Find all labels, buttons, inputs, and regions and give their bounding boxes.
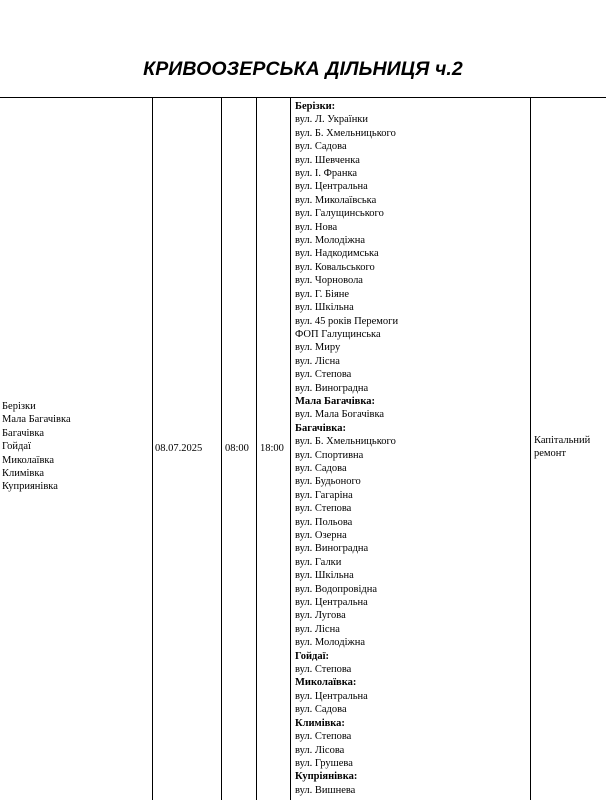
street-item: вул. Б. Хмельницького xyxy=(295,436,396,448)
street-item: вул. Л. Українки xyxy=(295,114,369,126)
street-item: ФОП Галущинська xyxy=(295,328,381,340)
village-heading: Мала Багачівка: xyxy=(295,395,375,407)
street-item: вул. Б. Хмельницького xyxy=(295,127,396,139)
column-divider xyxy=(152,97,153,800)
street-item: вул. Озерна xyxy=(295,530,347,541)
village-heading: Миколаївка: xyxy=(295,677,357,689)
work-type-cell: Капітальний ремонт xyxy=(534,435,591,460)
street-item: вул. Степова xyxy=(295,369,352,381)
table-top-border xyxy=(0,97,606,98)
street-item: вул. Лугова xyxy=(295,610,346,622)
start-time-cell: 08:00 xyxy=(225,443,249,454)
column-divider xyxy=(530,97,531,800)
street-item: вул. Лісна xyxy=(295,623,340,635)
street-item: вул. Шкільна xyxy=(295,570,354,582)
village-heading: Гойдаї: xyxy=(295,650,330,662)
street-item: вул. Миру xyxy=(295,342,341,354)
street-item: вул. Молодіжна xyxy=(295,235,366,247)
street-item: вул. Польова xyxy=(295,516,353,528)
street-item: вул. Лісна xyxy=(295,355,340,367)
column-divider xyxy=(290,97,291,800)
street-item: вул. Садова xyxy=(295,704,347,716)
street-item: вул. Центральна xyxy=(295,690,368,702)
street-item: вул. Лісова xyxy=(295,744,345,756)
street-item: вул. Будьоного xyxy=(295,476,361,488)
street-item: вул. Садова xyxy=(295,141,347,153)
street-item: вул. Г. Біяне xyxy=(295,288,350,300)
street-item: вул. Степова xyxy=(295,664,352,676)
street-item: вул. Ковальського xyxy=(295,261,375,273)
settlement-name: Куприянівка xyxy=(2,481,58,493)
street-item: вул. Миколаївська xyxy=(295,194,377,206)
date-cell: 08.07.2025 xyxy=(155,443,203,454)
street-item: вул. Гагаріна xyxy=(295,489,353,501)
settlement-name: Багачівка xyxy=(2,427,44,439)
village-heading: Берізки: xyxy=(295,101,336,112)
street-item: вул. Галки xyxy=(295,556,342,568)
settlement-name: Берізки xyxy=(2,401,36,412)
street-item: вул. Галущинського xyxy=(295,208,384,220)
street-item: вул. Центральна xyxy=(295,597,368,609)
street-item: вул. Шевченка xyxy=(295,154,360,166)
street-item: вул. Шкільна xyxy=(295,302,354,314)
street-item: вул. Мала Богачівка xyxy=(295,409,385,421)
column-divider xyxy=(221,97,222,800)
street-item: вул. Вишнева xyxy=(295,784,356,796)
village-heading: Купріянівка: xyxy=(295,771,358,783)
street-item: вул. Молодіжна xyxy=(295,637,366,649)
street-item: вул. Центральна xyxy=(295,181,368,193)
street-item: вул. Нова xyxy=(295,221,338,233)
street-item: вул. Степова xyxy=(295,731,352,743)
settlement-name: Гойдаї xyxy=(2,441,31,453)
street-item: вул. Садова xyxy=(295,462,347,474)
settlement-name: Климівка xyxy=(2,468,44,480)
street-item: вул. І. Франка xyxy=(295,168,358,180)
street-item: вул. Грушева xyxy=(295,757,353,769)
end-time-cell: 18:00 xyxy=(260,443,284,454)
settlement-name: Миколаївка xyxy=(2,454,55,466)
settlement-name: Мала Багачівка xyxy=(2,414,71,426)
street-item: вул. Виноградна xyxy=(295,543,369,555)
street-item: вул. Чорновола xyxy=(295,275,363,287)
streets-cell xyxy=(295,100,398,797)
street-item: вул. Спортивна xyxy=(295,449,364,461)
settlements-cell xyxy=(2,400,71,494)
village-heading: Климівка: xyxy=(295,717,345,729)
village-heading: Багачівка: xyxy=(295,422,346,434)
street-item: вул. Водопровідна xyxy=(295,583,378,595)
street-item: вул. 45 років Перемоги xyxy=(295,315,399,327)
page-title: КРИВООЗЕРСЬКА ДІЛЬНИЦЯ ч.2 xyxy=(143,58,463,80)
street-item: вул. Степова xyxy=(295,503,352,515)
column-divider xyxy=(256,97,257,800)
street-item: вул. Виноградна xyxy=(295,382,369,394)
street-item: вул. Надкодимська xyxy=(295,248,379,260)
